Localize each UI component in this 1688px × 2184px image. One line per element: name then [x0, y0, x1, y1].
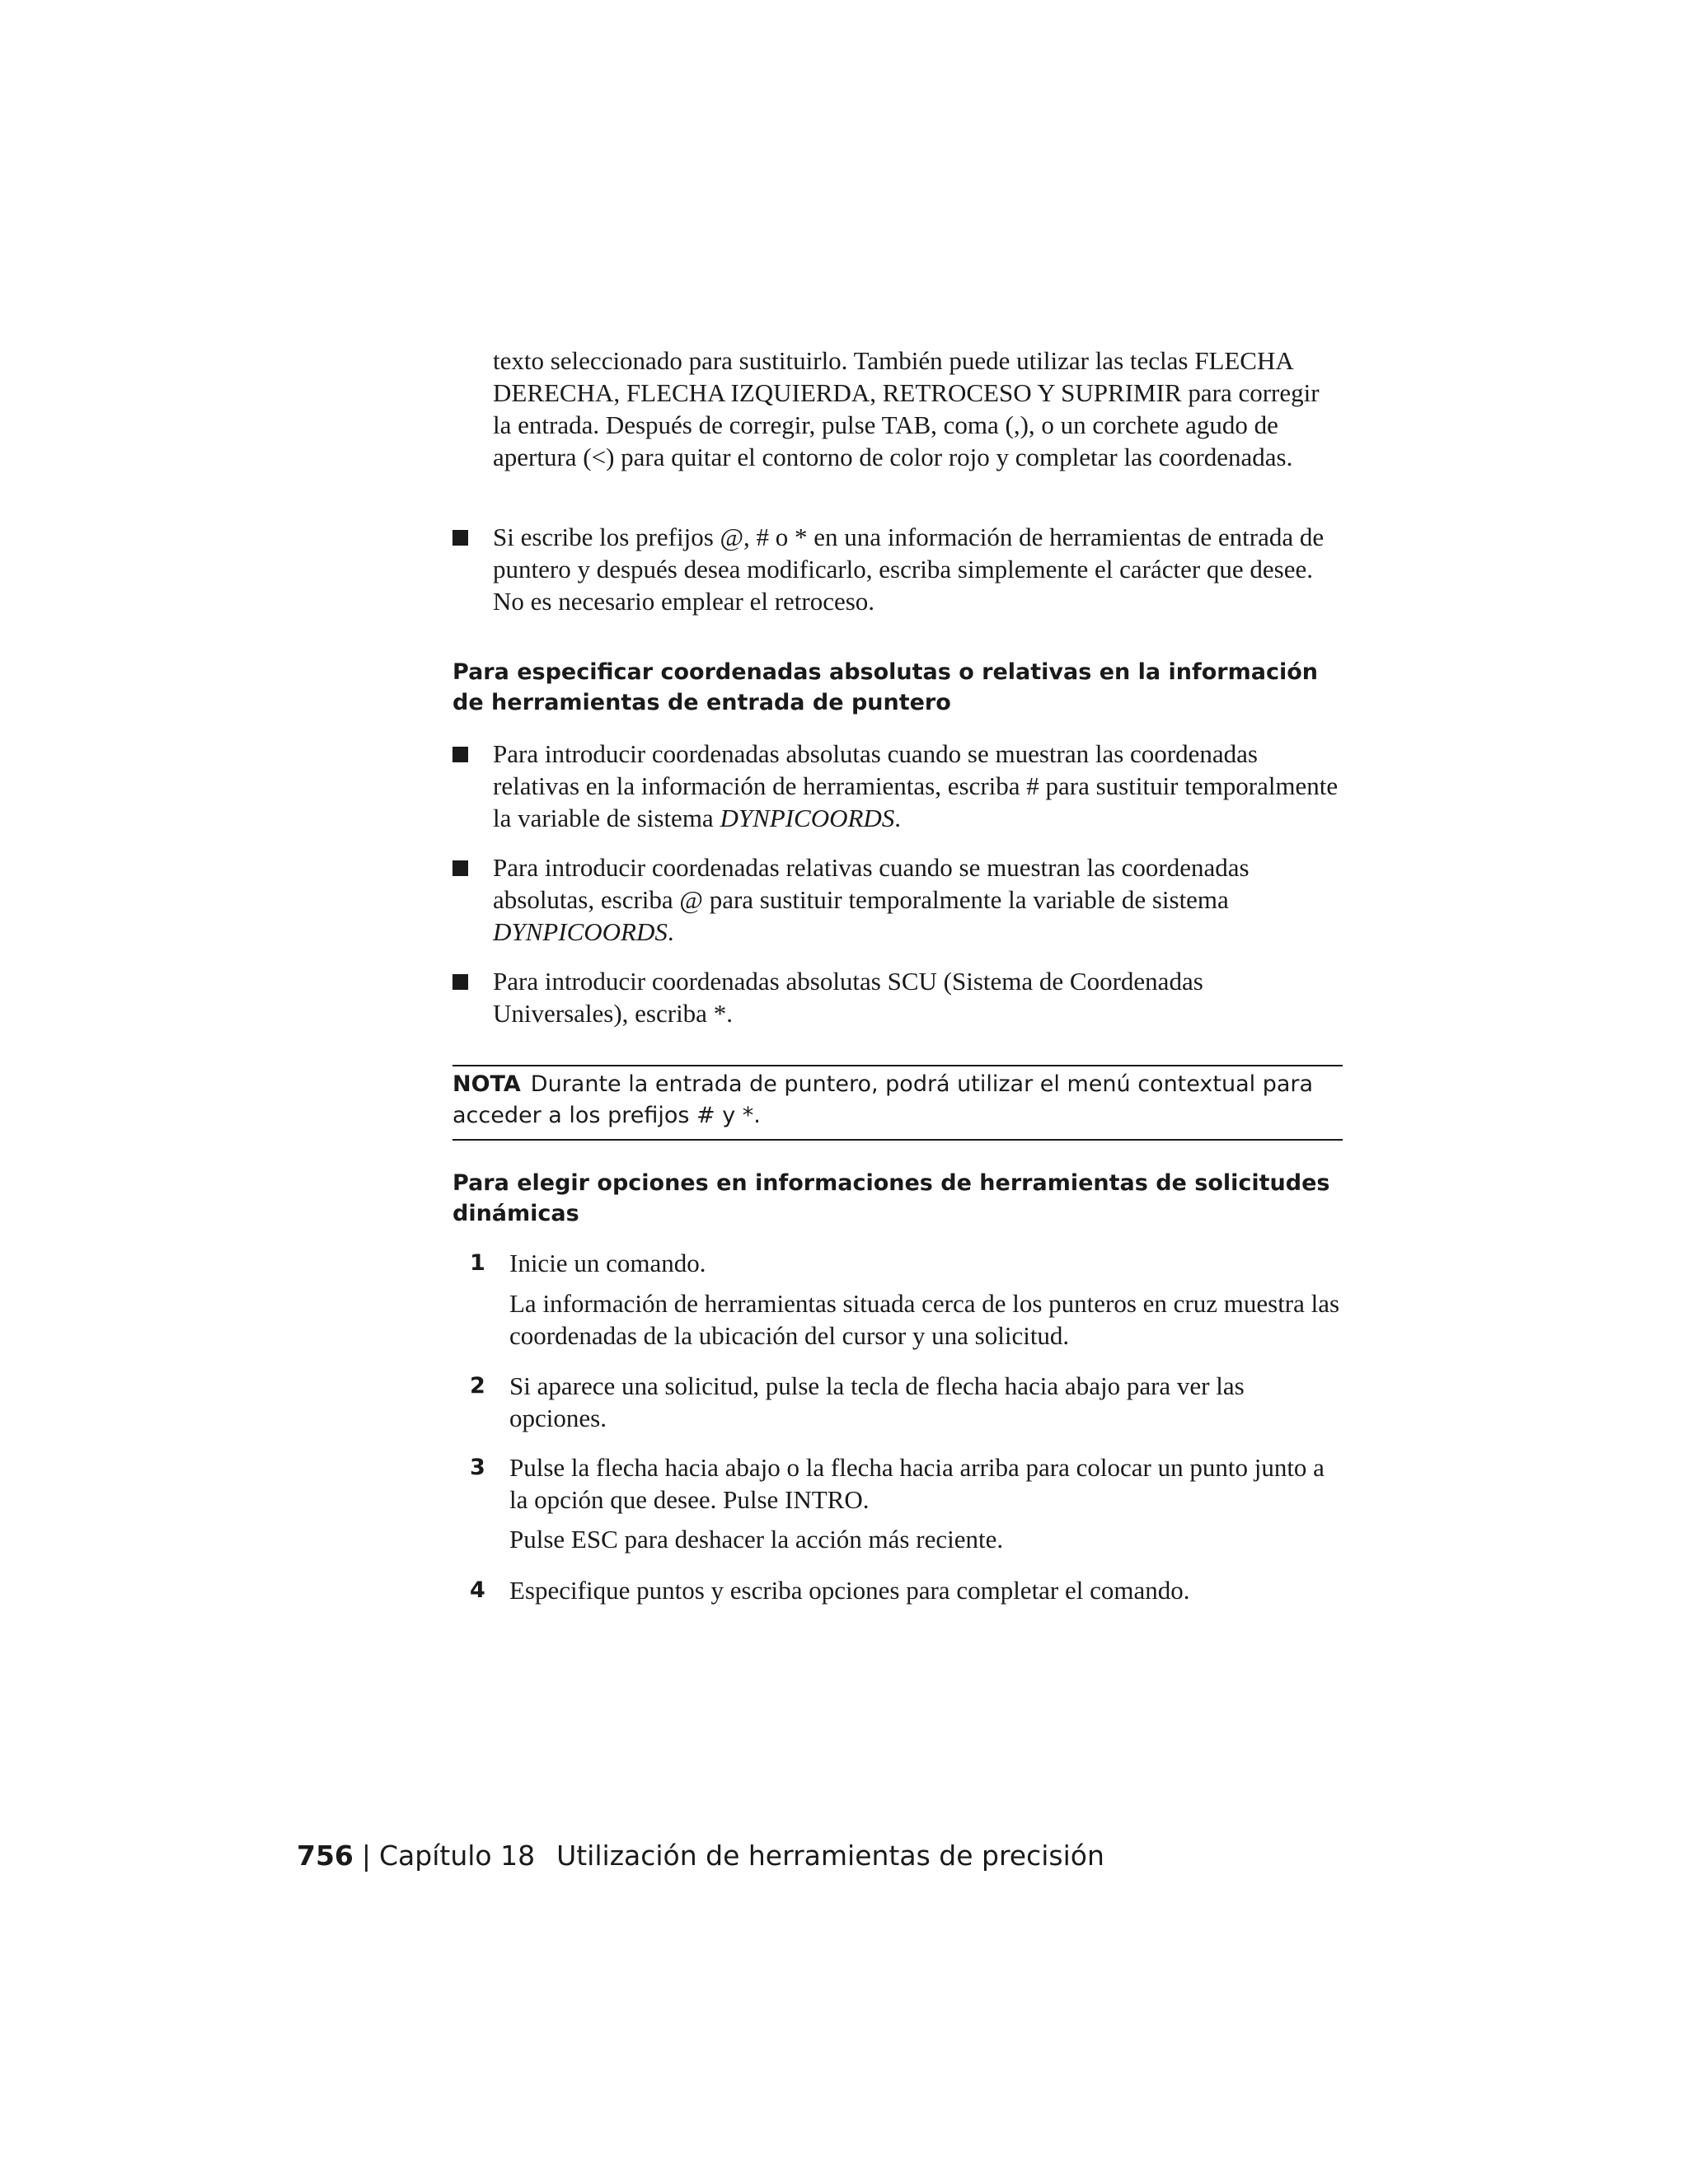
note-block — [452, 1069, 1343, 1132]
bullet-text: Para introducir coordenadas absolutas cuando se muestran las coordenadas relativas en la información de herramientas, escriba # para sustituir temporalmente la variable de sistema DYNPICOORDS. — [493, 739, 1339, 832]
continuation-paragraph: texto seleccionado para sustituirlo. También puede utilizar las teclas FLECHA DERECHA, FLECHA IZQUIERDA, RETROCESO Y SUPRIMIR para corregir la entrada. Después de corregir, pulse TAB, coma (,), o un corchete agudo de apertura (<) para quitar el contorno de color rojo y completar las coordenadas. — [493, 346, 1320, 471]
note-top-rule — [452, 1065, 1343, 1066]
step-text: Inicie un comando. — [509, 1249, 706, 1277]
bullet-text: Para introducir coordenadas absolutas SCU (Sistema de Coordenadas Universales), escriba *. — [493, 967, 1203, 1028]
step-subtext: La información de herramientas situada cerca de los punteros en cruz muestra las coordenadas de la ubicación del cursor y una solicitud. — [509, 1289, 1340, 1350]
step-number: 1 — [470, 1250, 485, 1276]
footer-separator: | — [361, 1840, 372, 1872]
bullet-square-icon — [452, 974, 468, 990]
step-text: Si aparece una solicitud, pulse la tecla de flecha hacia abajo para ver las opciones. — [509, 1371, 1245, 1432]
bullet-text: Para introducir coordenadas relativas cuando se muestran las coordenadas absolutas, escriba @ para sustituir temporalmente la variable de sistema DYNPICOORDS. — [493, 853, 1250, 946]
note-text: Durante la entrada de puntero, podrá utilizar el menú contextual para acceder a los prefijos # y *. — [452, 1071, 1314, 1128]
page-number: 756 — [297, 1840, 354, 1872]
section-heading-coordinates: Para especificar coordenadas absolutas o relativas en la información de herramientas de entrada de puntero — [452, 659, 1318, 715]
chapter-title: Utilización de herramientas de precisión — [556, 1840, 1104, 1872]
bullet-text: Si escribe los prefijos @, # o * en una información de herramientas de entrada de puntero y después desea modificarlo, escriba simplemente el carácter que desee. No es necesario emplear el retroceso. — [493, 523, 1325, 616]
step-text: Especifique puntos y escriba opciones para completar el comando. — [509, 1576, 1190, 1605]
note-bottom-rule — [452, 1139, 1343, 1141]
note-label: NOTA — [452, 1071, 521, 1097]
step-text: Pulse la flecha hacia abajo o la flecha hacia arriba para colocar un punto junto a la opción que desee. Pulse INTRO. — [509, 1453, 1325, 1514]
bullet-square-icon — [452, 747, 468, 762]
step-subtext: Pulse ESC para deshacer la acción más reciente. — [509, 1525, 1004, 1554]
step-number: 3 — [470, 1455, 485, 1480]
section-heading-options: Para elegir opciones en informaciones de herramientas de solicitudes dinámicas — [452, 1170, 1330, 1226]
step-number: 4 — [470, 1577, 485, 1603]
bullet-square-icon — [452, 530, 468, 546]
step-number: 2 — [470, 1373, 485, 1399]
page-footer — [297, 1838, 1104, 1874]
bullet-square-icon — [452, 860, 468, 876]
chapter-label: Capítulo 18 — [379, 1840, 536, 1872]
